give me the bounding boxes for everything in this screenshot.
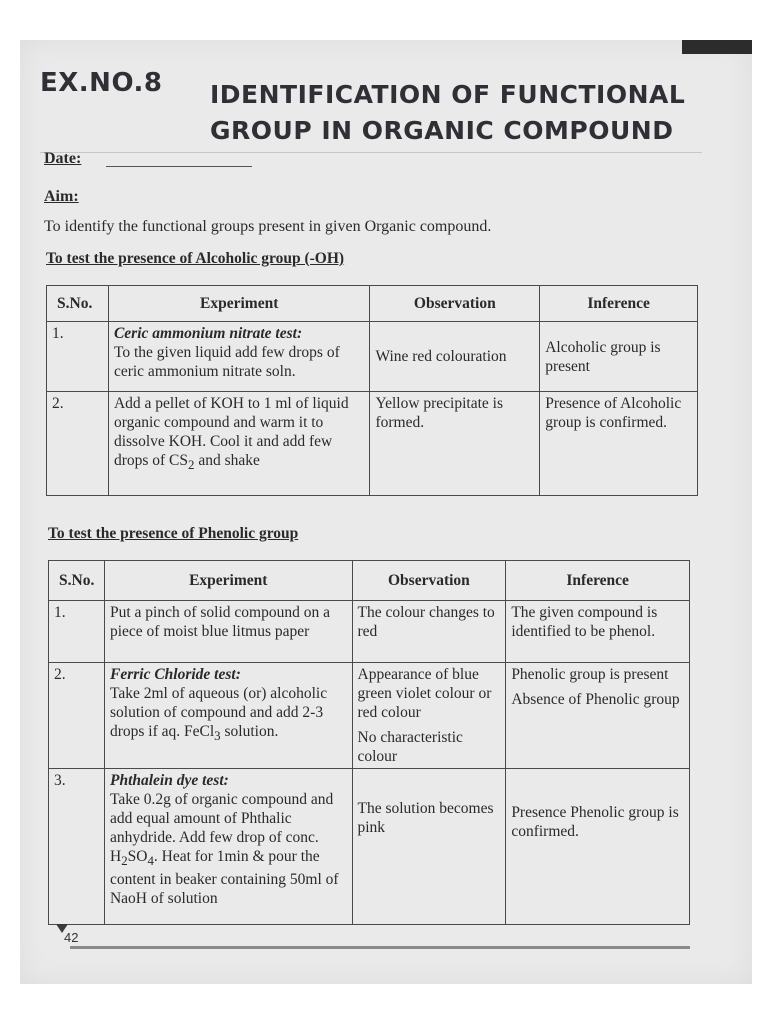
table-row bbox=[47, 392, 698, 496]
column-header: Experiment bbox=[108, 286, 369, 322]
page-number: 42 bbox=[64, 930, 79, 945]
experiment-cell bbox=[104, 769, 352, 925]
sno-cell: 2. bbox=[47, 392, 109, 496]
experiment-text: . Heat for 1min & pour the content in beaker containing 50ml of NaoH of solution bbox=[109, 848, 339, 908]
observation-text: No characteristic colour bbox=[357, 729, 463, 765]
footer-rule bbox=[70, 946, 690, 949]
observation-cell: The colour changes to red bbox=[352, 601, 506, 663]
title-line-2: GROUP IN ORGANIC COMPOUND bbox=[210, 116, 674, 145]
table-row bbox=[47, 322, 698, 392]
observation-text: Appearance of blue green violet colour or red colour bbox=[357, 666, 492, 721]
inference-text: Phenolic group is present bbox=[511, 666, 669, 683]
column-header: Experiment bbox=[104, 561, 352, 601]
page-corner-shadow bbox=[682, 40, 752, 54]
date-blank-line bbox=[106, 166, 252, 167]
inference-cell: Alcoholic group is present bbox=[540, 322, 698, 392]
observation-cell: The solution becomes pink bbox=[352, 769, 506, 925]
test-name: Ceric ammonium nitrate test: bbox=[113, 325, 303, 342]
experiment-text: Add a pellet of KOH to 1 ml of liquid organic compound and warm it to dissolve KOH. Cool it and add few drops of CS bbox=[113, 395, 349, 469]
experiment-text: solution. bbox=[220, 723, 279, 740]
column-header: Observation bbox=[370, 286, 540, 322]
test-name: Phthalein dye test: bbox=[109, 772, 229, 789]
document-page bbox=[20, 40, 752, 984]
experiment-cell bbox=[108, 392, 369, 496]
sno-cell: 3. bbox=[49, 769, 105, 925]
alcohol-test-table bbox=[46, 285, 698, 496]
experiment-text: To the given liquid add few drops of ceric ammonium nitrate soln. bbox=[113, 344, 340, 380]
test-name: Ferric Chloride test: bbox=[109, 666, 241, 683]
experiment-cell bbox=[104, 663, 352, 769]
column-header: Observation bbox=[352, 561, 506, 601]
table-row bbox=[49, 601, 690, 663]
subscript: 3 bbox=[214, 728, 221, 744]
table-row bbox=[49, 663, 690, 769]
table-row bbox=[49, 769, 690, 925]
column-header: Inference bbox=[506, 561, 690, 601]
subscript: 2 bbox=[188, 457, 195, 473]
subscript: 2 bbox=[121, 853, 128, 869]
inference-cell bbox=[506, 663, 690, 769]
experiment-cell bbox=[108, 322, 369, 392]
observation-cell bbox=[352, 663, 506, 769]
title-line-1: IDENTIFICATION OF FUNCTIONAL bbox=[210, 80, 686, 109]
column-header: S.No. bbox=[47, 286, 109, 322]
sno-cell: 2. bbox=[49, 663, 105, 769]
title-divider bbox=[40, 152, 702, 153]
subscript: 4 bbox=[147, 853, 154, 869]
sno-cell: 1. bbox=[47, 322, 109, 392]
experiment-text: Take 2ml of aqueous (or) alcoholic solution of compound and add 2-3 drops if aq. FeCl bbox=[109, 685, 328, 740]
experiment-text: Take 0.2g of organic compound and add equal amount of Phthalic anhydride. Add few drop of conc. H bbox=[109, 791, 334, 865]
column-header: Inference bbox=[540, 286, 698, 322]
phenol-test-table bbox=[48, 560, 690, 925]
inference-text: Absence of Phenolic group bbox=[511, 691, 680, 708]
exercise-number: EX.NO.8 bbox=[40, 68, 163, 98]
table-header-row bbox=[49, 561, 690, 601]
experiment-cell: Put a pinch of solid compound on a piece of moist blue litmus paper bbox=[104, 601, 352, 663]
phenol-section-heading: To test the presence of Phenolic group bbox=[48, 525, 299, 542]
experiment-text: SO bbox=[127, 848, 148, 865]
inference-cell: Presence Phenolic group is confirmed. bbox=[506, 769, 690, 925]
observation-cell: Yellow precipitate is formed. bbox=[370, 392, 540, 496]
experiment-text: and shake bbox=[194, 452, 260, 469]
observation-cell: Wine red colouration bbox=[370, 322, 540, 392]
date-label: Date: bbox=[44, 150, 82, 167]
inference-cell: The given compound is identified to be phenol. bbox=[506, 601, 690, 663]
aim-text: To identify the functional groups present in given Organic compound. bbox=[44, 218, 492, 235]
sno-cell: 1. bbox=[49, 601, 105, 663]
aim-label: Aim: bbox=[44, 188, 79, 205]
column-header: S.No. bbox=[49, 561, 105, 601]
inference-cell: Presence of Alcoholic group is confirmed. bbox=[540, 392, 698, 496]
table-header-row bbox=[47, 286, 698, 322]
alcohol-section-heading: To test the presence of Alcoholic group (-OH) bbox=[46, 250, 345, 267]
